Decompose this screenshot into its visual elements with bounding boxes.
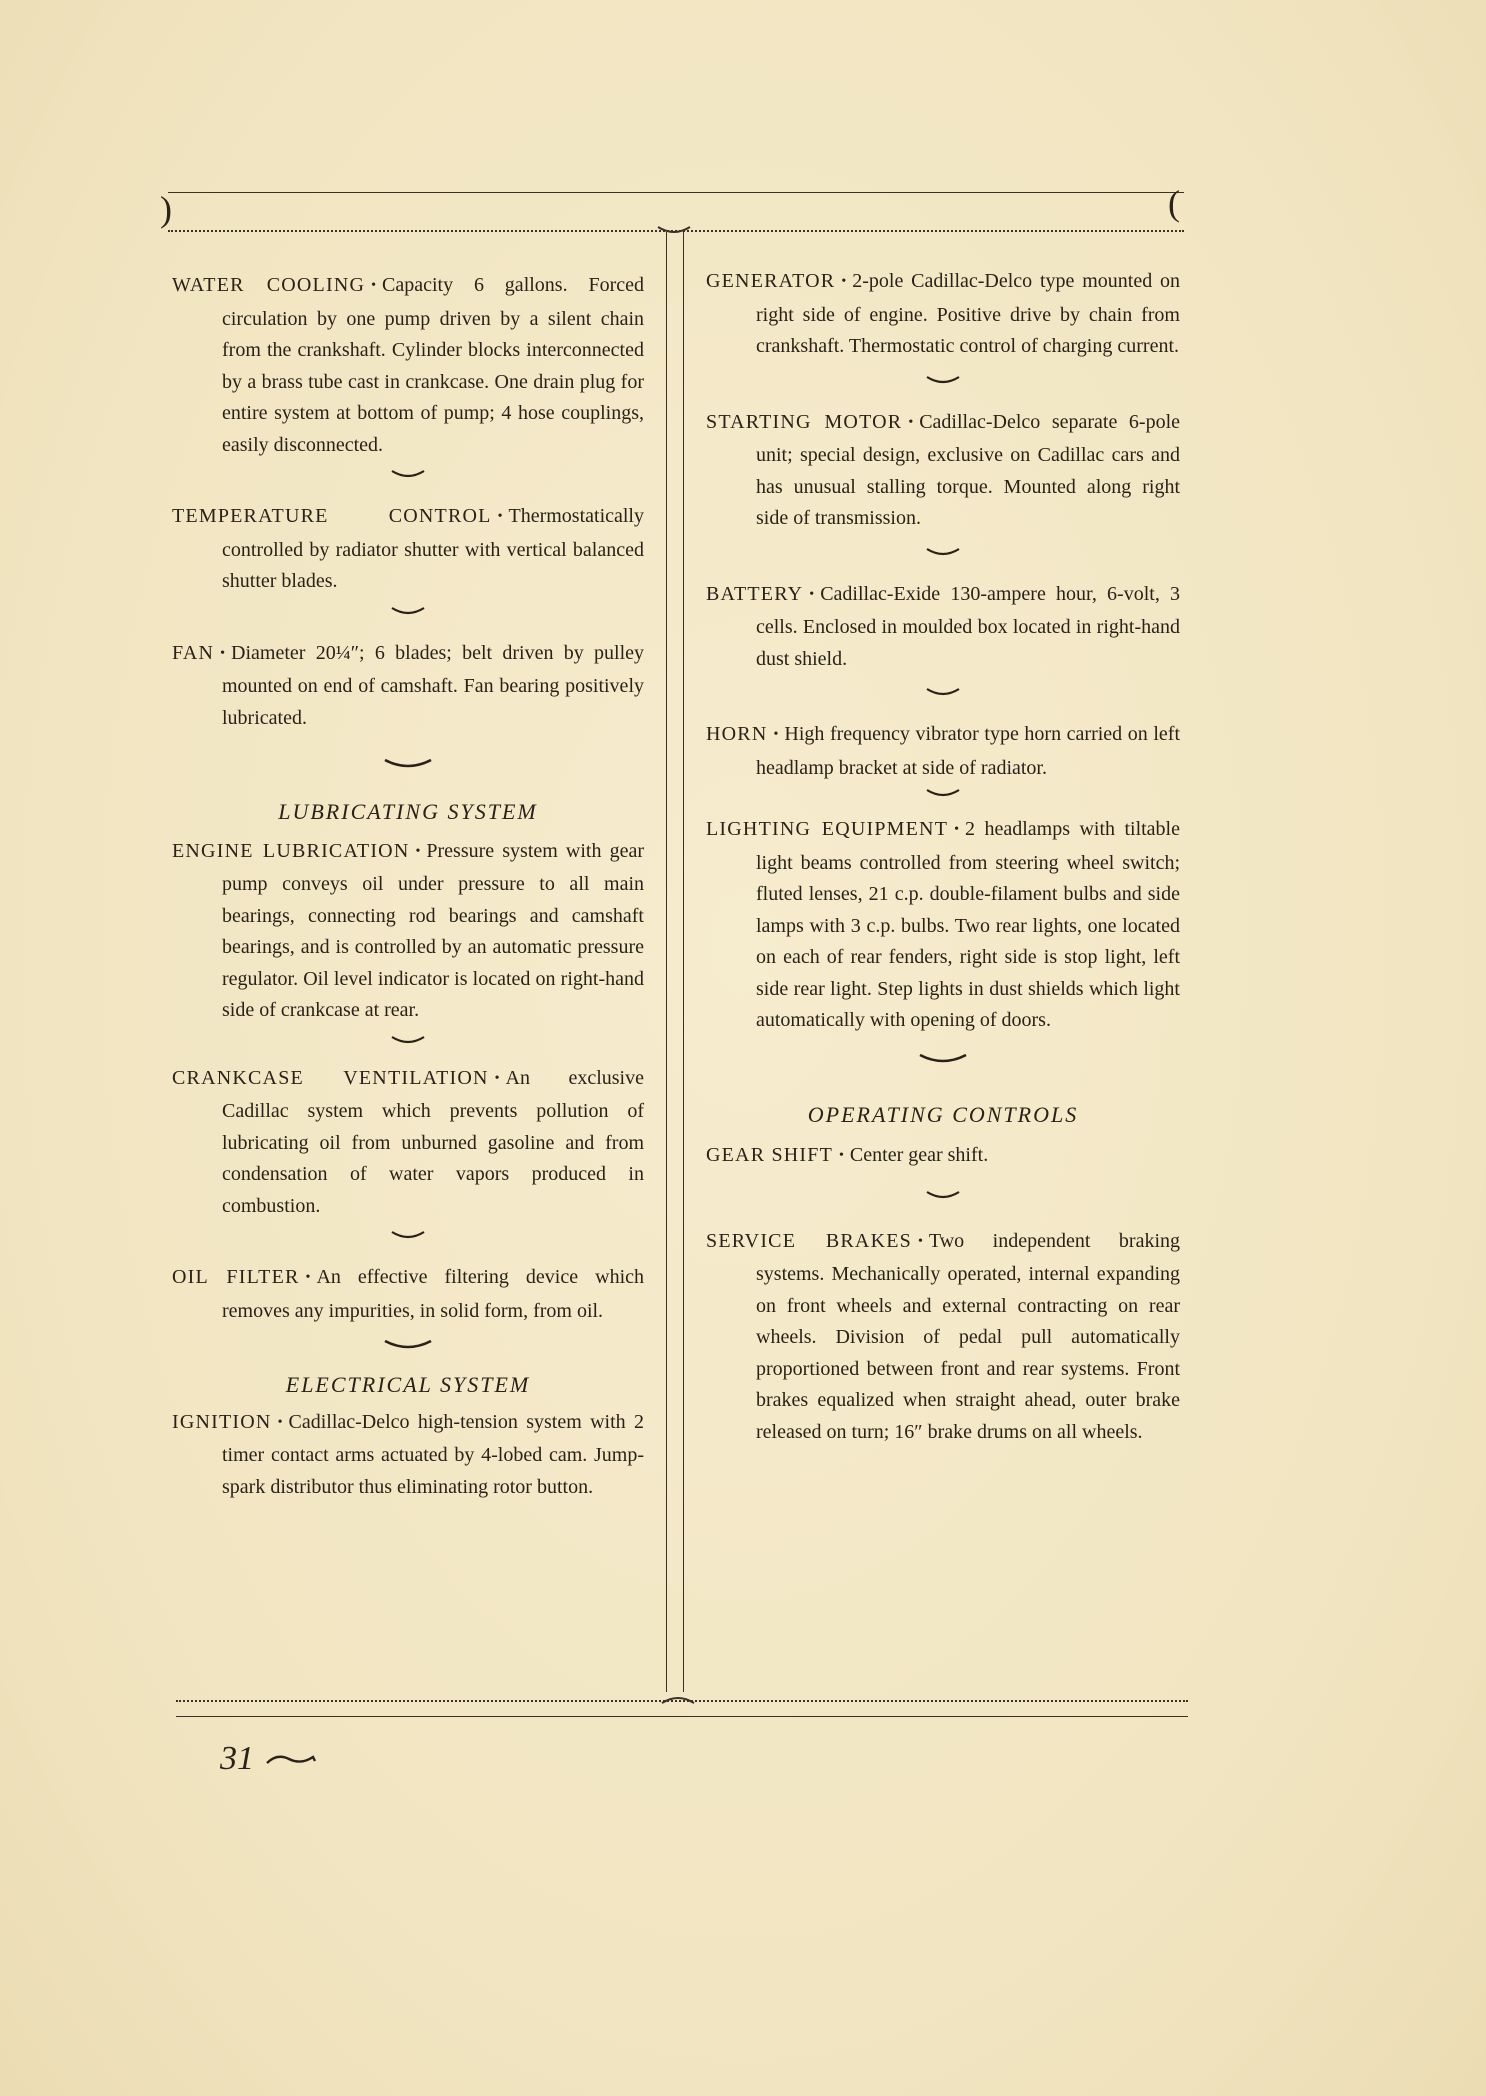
bullet: • — [277, 1414, 283, 1430]
entry-text: An exclusive Cadillac system which prevents pollution of lubricating oil from unburned gasoline and from condensation of water vapors produced in combustion. — [222, 1066, 644, 1217]
entry-text: Center gear shift. — [849, 1144, 989, 1166]
entry-gear-shift — [706, 1140, 1180, 1174]
bullet: • — [809, 586, 815, 602]
entry-oil-filter — [172, 1262, 644, 1327]
entry-temperature-control — [172, 501, 644, 598]
entry-text: Cadillac-Exide 130-ampere hour, 6-volt, 3 cells. Enclosed in moulded box located in right-hand dust shield. — [756, 582, 1180, 670]
entry-text: Cadillac-Delco separate 6-pole unit; special design, exclusive on Cadillac cars and has unusual stalling torque. Mounted along right side of transmission. — [756, 410, 1180, 529]
section-title-lubricating: LUBRICATING SYSTEM — [278, 799, 538, 824]
swash-divider — [388, 467, 428, 483]
bullet: • — [305, 1270, 311, 1285]
bullet: • — [415, 843, 421, 859]
swash-divider — [923, 685, 963, 701]
entry-term: TEMPERATURE CONTROL — [172, 505, 492, 527]
swash-divider — [388, 1228, 428, 1244]
entry-battery — [706, 579, 1180, 676]
page-number-text: 31 — [220, 1740, 254, 1777]
bullet: • — [839, 1148, 844, 1163]
page-number-flourish — [263, 1751, 319, 1771]
entry-service-brakes — [706, 1226, 1180, 1449]
section-swash — [381, 756, 435, 774]
entry-text: 2-pole Cadillac-Delco type mounted on right side of engine. Positive drive by chain from crankshaft. Thermostatic control of charging current. — [756, 270, 1180, 357]
entry-fan — [172, 638, 644, 735]
entry-text: Pressure system with gear pump conveys oil under pressure to all main bearings, connecting rod bearings and camshaft bearings, and is controlled by an automatic pressure regulator. Oil level indicator is located on right-hand side of crankcase at rear. — [222, 839, 644, 1021]
entry-term: CRANKCASE VENTILATION — [172, 1066, 489, 1089]
bullet: • — [494, 1070, 500, 1086]
entry-text: Two independent braking systems. Mechanically operated, internal expanding on front wheels and external contracting on rear wheels. Division of pedal pull automatically proportioned between front and rear systems. Front brakes equalized when straight ahead, outer brake released on turn; 16″ brake drums on all wheels. — [756, 1229, 1180, 1443]
section-title-operating: OPERATING CONTROLS — [807, 1101, 1079, 1127]
top-left-bracket: ) — [160, 189, 172, 229]
bullet: • — [917, 1233, 923, 1249]
bottom-rule — [176, 1716, 1188, 1717]
top-center-ornament — [656, 224, 692, 238]
entry-term: BATTERY — [706, 582, 804, 605]
swash-divider — [923, 373, 963, 389]
section-swash — [381, 1337, 435, 1355]
page-number — [220, 1740, 319, 1778]
bullet: • — [220, 645, 226, 661]
bottom-center-ornament — [660, 1692, 696, 1706]
entry-text: An effective filtering device which removes any impurities, in solid form, from oil. — [222, 1266, 644, 1322]
entry-lighting-equipment — [706, 814, 1180, 1037]
entry-horn — [706, 719, 1180, 784]
top-rule — [168, 192, 1184, 193]
entry-ignition — [172, 1407, 644, 1504]
bullet: • — [908, 414, 914, 430]
entry-term: GEAR SHIFT — [706, 1144, 834, 1166]
entry-term: HORN — [706, 723, 768, 745]
entry-term: STARTING MOTOR — [706, 410, 903, 433]
entry-text: High frequency vibrator type horn carried on left headlamp bracket at side of radiator. — [756, 723, 1180, 779]
swash-divider — [923, 1188, 963, 1204]
right-column — [706, 266, 1180, 1448]
entry-starting-motor — [706, 407, 1180, 535]
left-column — [172, 270, 644, 1503]
bullet: • — [773, 727, 779, 742]
entry-term: LIGHTING EQUIPMENT — [706, 818, 949, 840]
entry-text: 2 headlamps with tiltable light beams controlled from steering wheel switch; fluted lenses, 21 c.p. double-filament bulbs and side lamps with 3 c.p. bulbs. Two rear lights, one located on each of rear fenders, right side is stop light, left side rear light. Step lights in dust shields which light automatically with opening of doors. — [756, 818, 1180, 1031]
section-swash — [916, 1051, 970, 1069]
entry-text: Capacity 6 gallons. Forced circulation by one pump driven by a silent chain from the crankshaft. Cylinder blocks interconnected by a brass tube cast in crankcase. One drain plug for entire system at bottom of pump; 4 hose couplings, easily disconnected. — [222, 274, 644, 456]
entry-generator — [706, 266, 1180, 363]
section-title-electrical: ELECTRICAL SYSTEM — [285, 1372, 531, 1397]
entry-term: OIL FILTER — [172, 1266, 300, 1288]
entry-engine-lubrication — [172, 836, 644, 1027]
entry-crankcase-ventilation — [172, 1063, 644, 1223]
center-divider-left — [666, 232, 667, 1692]
entry-text: Thermostatically controlled by radiator shutter with vertical balanced shutter blades. — [222, 505, 644, 592]
entry-term: SERVICE BRAKES — [706, 1229, 912, 1252]
entry-water-cooling — [172, 270, 644, 461]
entry-term: WATER COOLING — [172, 274, 366, 296]
center-divider-right — [683, 232, 684, 1692]
bullet: • — [841, 274, 847, 289]
entry-term: IGNITION — [172, 1410, 272, 1433]
entry-term: ENGINE LUBRICATION — [172, 839, 410, 862]
bullet: • — [497, 509, 503, 524]
swash-divider — [923, 545, 963, 561]
entry-text: Diameter 20¼″; 6 blades; belt driven by pulley mounted on end of camshaft. Fan bearing positively lubricated. — [222, 641, 644, 729]
entry-text: Cadillac-Delco high-tension system with 2 timer contact arms actuated by 4-lobed cam. Jump-spark distributor thus eliminating rotor button. — [222, 1410, 644, 1498]
swash-divider — [388, 604, 428, 620]
bullet: • — [954, 822, 960, 837]
swash-divider — [923, 786, 963, 802]
entry-term: FAN — [172, 641, 215, 664]
entry-term: GENERATOR — [706, 270, 836, 292]
bullet: • — [371, 278, 377, 293]
top-right-bracket: ( — [1168, 183, 1180, 223]
swash-divider — [388, 1033, 428, 1049]
